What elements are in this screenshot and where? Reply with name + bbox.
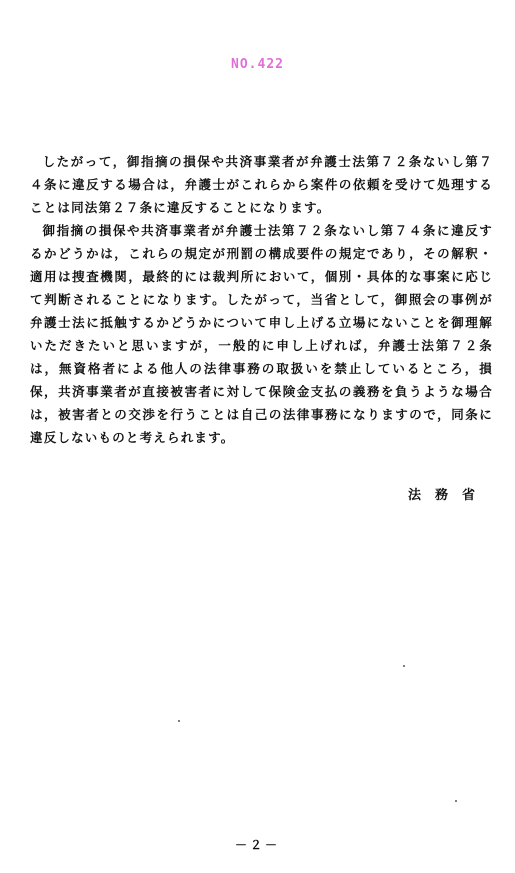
scan-speck [178, 720, 180, 722]
ministry-signature: 法務省 [408, 488, 490, 503]
body-paragraph-1: したがって，御指摘の損保や共済事業者が弁護士法第７２条ないし第７４条に違反する場合は，弁護士がこれらから案件の依頼を受けて処理することは同法第２７条に違反することになります。 [30, 154, 493, 215]
document-number: NO.422 [231, 57, 284, 72]
page-number: －２－ [234, 838, 280, 852]
scan-speck [403, 665, 405, 667]
scan-speck [455, 800, 457, 802]
document-body [30, 150, 493, 449]
body-paragraph-2: 御指摘の損保や共済事業者が弁護士法第７２条ないし第７４条に違反するかどうかは，これらの規定が刑罰の構成要件の規定であり，その解釈・適用は捜査機関，最終的には裁判所において，個別・具体的な事案に応じて判断されることになります。したがって，当省として，御照会の事例が弁護士法に抵触するかどうかについて申し上げる立場にないことを御理解いただきたいと思いますが，一般的に申し上げれば，弁護士法第７２条は，無資格者による他人の法律事務の取扱いを禁止しているところ，損保，共済事業者が直接被害者に対して保険金支払の義務を負うような場合は，被害者との交渉を行うことは自己の法律事務になりますので，同条に違反しないものと考えられます。 [30, 223, 493, 445]
